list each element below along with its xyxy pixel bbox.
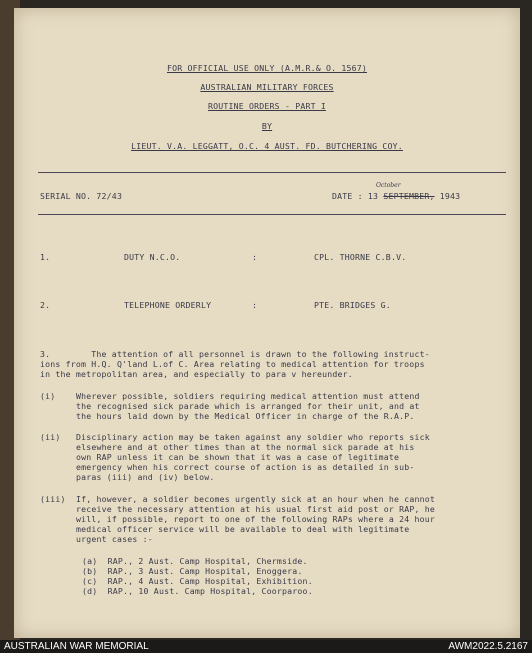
paragraph-line: urgent cases :- — [76, 534, 153, 544]
paragraph-line: paras (iii) and (iv) below. — [76, 472, 215, 482]
header-line-by: BY — [261, 121, 273, 131]
paragraph-line: Disciplinary action may be taken against any soldier who reports sick — [76, 432, 430, 442]
list-item: (a) RAP., 2 Aust. Camp Hospital, Chermside. — [82, 556, 308, 566]
header-line-routine-orders: ROUTINE ORDERS - PART I — [208, 101, 326, 111]
paragraph-line: medical officer service will be available to deal with legitimate — [76, 524, 410, 534]
item-separator: : — [252, 300, 258, 310]
header-line-official-use: FOR OFFICIAL USE ONLY (A.M.R.& O. 1567) — [166, 63, 368, 73]
date-line — [332, 191, 460, 201]
footer-archive-name: AUSTRALIAN WAR MEMORIAL — [4, 641, 149, 652]
item-label: DUTY N.C.O. — [124, 252, 181, 262]
paragraph-line: own RAP unless it can be shown that it was a case of legitimate — [76, 452, 400, 462]
item-number: 1. — [40, 252, 51, 262]
subparagraph-number: (ii) — [40, 432, 61, 442]
item-value: CPL. THORNE C.B.V. — [314, 252, 407, 262]
list-item: (d) RAP., 10 Aust. Camp Hospital, Coorparoo. — [82, 586, 313, 596]
paragraph-line: ions from H.Q. Q'land L.of C. Area relating to medical attention for troops — [40, 359, 425, 369]
subparagraph-number: (i) — [40, 391, 56, 401]
paragraph-line: 3. The attention of all personnel is drawn to the following instruct- — [40, 349, 430, 359]
item-value: PTE. BRIDGES G. — [314, 300, 391, 310]
paragraph-line: the hours laid down by the Medical Officer in charge of the R.A.P. — [76, 411, 415, 421]
header-line-officer: LIEUT. V.A. LEGGATT, O.C. 4 AUST. FD. BUTCHERING COY. — [131, 141, 403, 151]
subparagraph-number: (iii) — [40, 494, 66, 504]
document-page — [14, 8, 520, 638]
date-handwritten-month: October — [376, 182, 401, 189]
item-label: TELEPHONE ORDERLY — [124, 300, 212, 310]
paragraph-line: Wherever possible, soldiers requiring medical attention must attend — [76, 391, 420, 401]
list-item: (c) RAP., 4 Aust. Camp Hospital, Exhibition. — [82, 576, 313, 586]
item-number: 2. — [40, 300, 51, 310]
header-line-forces: AUSTRALIAN MILITARY FORCES — [200, 82, 334, 92]
paragraph-line: If, however, a soldier becomes urgently sick at an hour when he cannot — [76, 494, 436, 504]
list-item: (b) RAP., 3 Aust. Camp Hospital, Enoggera. — [82, 566, 303, 576]
date-struck-month: SEPTEMBER, — [383, 191, 435, 201]
paragraph-line: emergency when his correct course of action is as detailed in sub- — [76, 462, 415, 472]
paragraph-line: the recognised sick parade which is arranged for their unit, and at — [76, 401, 420, 411]
paragraph-line: receive the necessary attention at his usual first aid post or RAP, he — [76, 504, 436, 514]
top-rule — [38, 172, 506, 173]
date-year: 1943 — [439, 191, 461, 201]
item-separator: : — [252, 252, 258, 262]
paragraph-line: elsewhere and at other times than at the normal sick parade at his — [76, 442, 415, 452]
footer-catalogue-id: AWM2022.5.2167 — [448, 641, 528, 652]
date-prefix: DATE : 13 — [332, 191, 379, 201]
serial-number: SERIAL NO. 72/43 — [40, 191, 123, 201]
paragraph-line: will, if possible, report to one of the following RAPs where a 24 hour — [76, 514, 436, 524]
paragraph-line: in the metropolitan area, and especially to para v hereunder. — [40, 369, 353, 379]
bottom-rule — [38, 214, 506, 215]
